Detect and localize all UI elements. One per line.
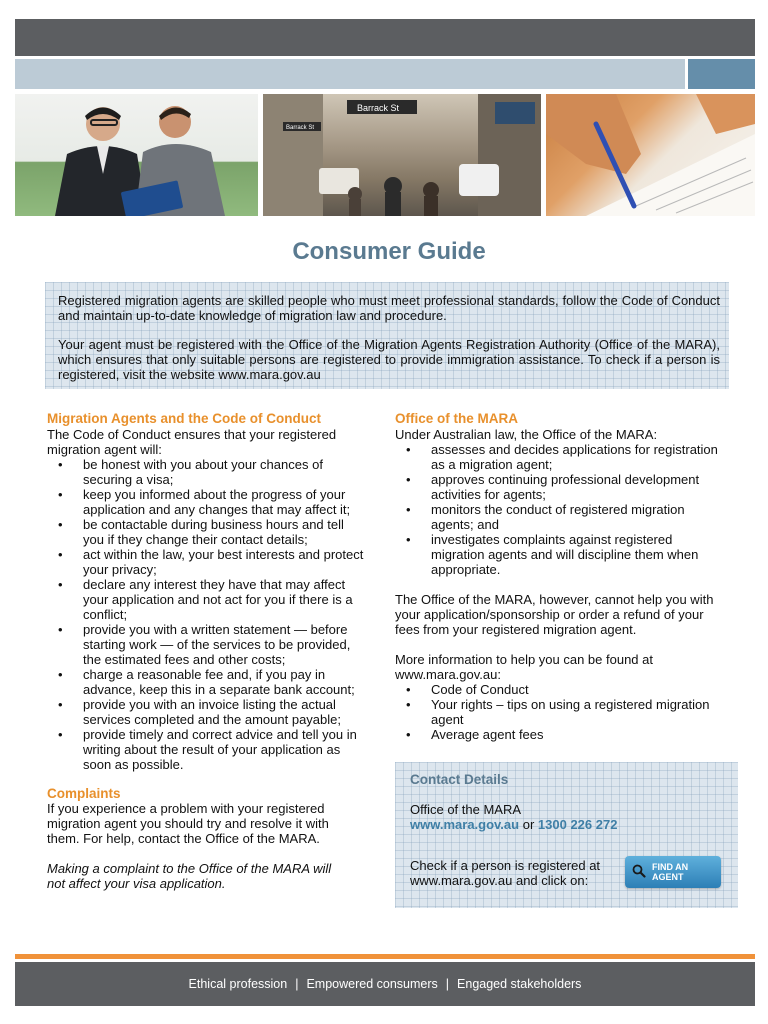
office-of-mara-intro: Under Australian law, the Office of the MARA: <box>395 427 658 442</box>
header-band <box>15 59 685 89</box>
complaints-heading: Complaints <box>47 786 121 801</box>
contact-or-text: or <box>522 817 535 832</box>
photo-signing-illustration <box>546 94 755 216</box>
list-item: • provide you with an invoice listing the actual services completed and the amount payable; <box>47 697 367 727</box>
footer-bar <box>15 962 755 1006</box>
footer-item-engaged: Engaged stakeholders <box>457 977 582 991</box>
footer-separator: | <box>445 977 450 991</box>
street-sign-text-small: Barrack St <box>286 125 315 131</box>
photo-agents-consulting <box>15 94 258 216</box>
photo-agents-illustration <box>15 94 258 216</box>
list-item: • be honest with you about your chances of securing a visa; <box>47 457 367 487</box>
list-item: • monitors the conduct of registered migration agents; and <box>395 502 720 532</box>
contact-line <box>410 817 617 832</box>
photo-street-illustration <box>263 94 541 216</box>
complaints-note: Making a complaint to the Office of the MARA will not affect your visa application. <box>47 861 332 891</box>
office-of-mara-list <box>395 442 720 577</box>
header-bar <box>15 19 755 56</box>
mara-website-link[interactable]: www.mara.gov.au <box>410 817 520 832</box>
more-info-list <box>395 682 730 742</box>
list-item: • declare any interest they have that may affect your application and not act for you if there is a conflict; <box>47 577 367 622</box>
more-info-text: More information to help you can be found at www.mara.gov.au: <box>395 652 653 682</box>
footer-separator: | <box>295 977 299 991</box>
page-title: Consumer Guide <box>292 238 486 265</box>
mara-phone-link[interactable]: 1300 226 272 <box>537 817 618 832</box>
footer-accent-line <box>15 954 755 959</box>
intro-box <box>45 282 729 389</box>
office-of-mara-heading: Office of the MARA <box>395 411 518 426</box>
header-accent-square <box>688 59 755 89</box>
footer-item-empowered: Empowered consumers <box>306 977 438 991</box>
complaints-text: If you experience a problem with your registered migration agent you should try and resolve it with them. For help, contact the Office of the MARA. <box>47 801 329 846</box>
photo-signing-document <box>546 94 755 216</box>
contact-details-heading: Contact Details <box>410 772 509 787</box>
list-item: • Your rights – tips on using a registered migration agent <box>395 697 730 727</box>
footer-item-ethical: Ethical profession <box>188 977 288 991</box>
list-item: • keep you informed about the progress of your application and any changes that may affect it; <box>47 487 367 517</box>
list-item: • provide timely and correct advice and tell you in writing about the result of your application as soon as possible. <box>47 727 367 772</box>
right-column <box>395 411 730 742</box>
list-item: • provide you with a written statement — before starting work — of the services to be provided, the estimated fees and other costs; <box>47 622 367 667</box>
photo-street-scene <box>263 94 541 216</box>
list-item: • charge a reasonable fee and, if you pay in advance, keep this in a separate bank account; <box>47 667 367 697</box>
list-item: • act within the law, your best interests and protect your privacy; <box>47 547 367 577</box>
list-item: • assesses and decides applications for registration as a migration agent; <box>395 442 720 472</box>
code-of-conduct-heading: Migration Agents and the Code of Conduct <box>47 411 321 426</box>
list-item: • investigates complaints against registered migration agents and will discipline them when appropriate. <box>395 532 720 577</box>
code-of-conduct-list <box>47 457 367 772</box>
list-item: • be contactable during business hours and tell you if they change their contact details; <box>47 517 367 547</box>
intro-paragraph-2: Your agent must be registered with the Office of the Migration Agents Registration Authority (Office of the MARA), which ensures that only suitable persons are registered to provide immigration assistance. To check if a person is registered, visit the website www.mara.gov.au <box>58 337 720 382</box>
list-item: • Code of Conduct <box>395 682 730 697</box>
find-an-agent-button[interactable] <box>625 856 721 888</box>
search-icon <box>632 864 646 880</box>
contact-details-box <box>395 762 738 908</box>
left-column <box>47 411 367 891</box>
check-registration-text: Check if a person is registered at www.mara.gov.au and click on: <box>410 858 601 888</box>
find-an-agent-label: FIND AN AGENT <box>652 862 689 882</box>
mara-limitation-paragraph: The Office of the MARA, however, cannot help you with your application/sponsorship or order a refund of your fees from your registered migration agent. <box>395 592 714 637</box>
contact-office-name: Office of the MARA <box>410 802 522 817</box>
intro-paragraph-1: Registered migration agents are skilled people who must meet professional standards, follow the Code of Conduct and maintain up-to-date knowledge of migration law and procedure. <box>58 293 720 323</box>
street-sign-text: Barrack St <box>357 103 400 113</box>
code-of-conduct-intro: The Code of Conduct ensures that your registered migration agent will: <box>47 427 337 457</box>
list-item: • approves continuing professional development activities for agents; <box>395 472 720 502</box>
list-item: • Average agent fees <box>395 727 730 742</box>
